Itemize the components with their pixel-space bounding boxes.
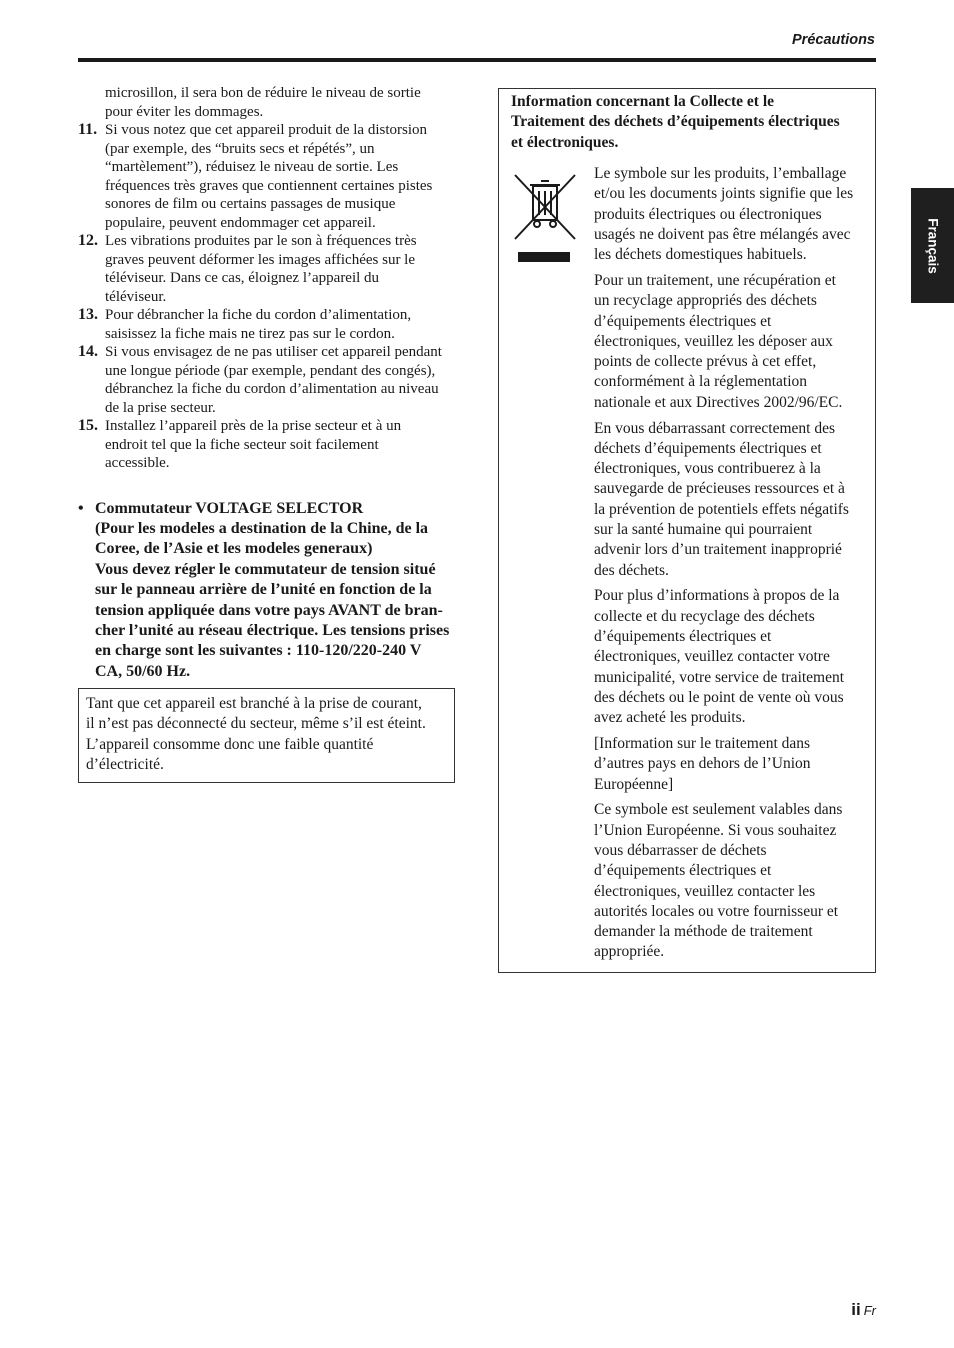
paragraph [594, 734, 869, 795]
list-item [78, 306, 458, 343]
text-line: l’Union Européenne. Si vous souhaitez [594, 821, 837, 839]
item-number: 14. [78, 343, 98, 360]
text-line: nationale et aux Directives 2002/96/EC. [594, 393, 843, 411]
list-item [78, 343, 458, 417]
text-line: Les vibrations produites par le son à fréquences très [105, 233, 417, 249]
text-line: d’autres pays en dehors de l’Union [594, 755, 811, 773]
text-line: tension appliquée dans votre pays AVANT de bran- [95, 601, 443, 619]
text-line: sonores de film ou certains passages de musique [105, 196, 396, 212]
text-line: Commutateur VOLTAGE SELECTOR [95, 499, 364, 517]
text-line: un recyclage appropriés des déchets [594, 292, 817, 310]
text-line: autorités locales ou votre fournisseur et [594, 902, 839, 920]
text-line: d’électricité. [86, 756, 164, 774]
text-line: une longue période (par exemple, pendant des congés), [105, 362, 436, 379]
text-line: Installez l’appareil près de la prise secteur et à un [105, 418, 402, 434]
text-line: pour éviter les dommages. [105, 103, 264, 120]
footer-language-code: Fr [863, 1303, 876, 1318]
standby-notice-text [86, 694, 447, 775]
text-line: des déchets ou le point de vente où vous [594, 688, 844, 706]
text-line: appropriée. [594, 943, 665, 961]
weee-information-box [498, 88, 876, 973]
page-number: ii [851, 1300, 861, 1319]
text-line: d’équipements électriques et [594, 312, 772, 330]
text-line: électroniques, veuillez les déposer aux [594, 332, 833, 350]
list-item [78, 232, 458, 306]
standby-notice-box [78, 688, 455, 783]
language-tab-label: Français [925, 217, 940, 274]
text-line: électroniques, veuillez contacter les [594, 882, 816, 900]
text-line: populaire, peuvent endommager cet appareil. [105, 214, 376, 231]
voltage-selector-text [95, 499, 458, 683]
text-line: Information concernant la Collecte et le [511, 93, 775, 110]
page-section-title: Précautions [792, 32, 875, 48]
text-line: sur la santé humaine qui pourraient [594, 521, 813, 539]
text-line: d’équipements électriques et [594, 862, 772, 880]
item-number: 12. [78, 232, 98, 249]
text-line: fréquences très graves que contiennent certaines pistes [105, 177, 433, 194]
item-number: 15. [78, 417, 98, 434]
text-line: Si vous notez que cet appareil produit de la distorsion [105, 122, 428, 138]
text-line: produits électriques ou électroniques [594, 205, 822, 223]
left-column [78, 84, 458, 783]
text-line: usagés ne doivent pas être mélangés avec [594, 225, 851, 243]
text-line: Pour débrancher la fiche du cordon d’alimentation, [105, 307, 412, 323]
text-line: la prévention de potentiels effets négatifs [594, 500, 849, 518]
right-column [498, 88, 876, 973]
paragraph [594, 419, 869, 581]
paragraph [594, 800, 869, 962]
text-line: électroniques, veuillez contacter votre [594, 648, 830, 666]
crossed-out-wheelie-bin-icon [513, 169, 577, 264]
text-line: en charge sont les suivantes : 110-120/220-240 V [95, 642, 422, 660]
paragraph [594, 271, 869, 413]
text-line: sauvegarde de précieuses ressources et à [594, 480, 845, 498]
text-line: sur le panneau arrière de l’unité en fonction de la [95, 581, 432, 599]
text-line: Coree, de l’Asie et les modeles generaux) [95, 540, 373, 558]
text-line: “martèlement”), réduisez le niveau de sortie. Les [105, 159, 399, 175]
text-line: demander la méthode de traitement [594, 923, 813, 941]
text-line: vous débarrasser de déchets [594, 842, 767, 859]
continued-item-text [78, 84, 458, 121]
text-line: déchets d’équipements électriques et [594, 439, 822, 457]
item-number: 11. [78, 121, 98, 138]
text-line: Si vous envisagez de ne pas utiliser cet appareil pendant [105, 344, 442, 360]
text-line: et électroniques. [511, 133, 619, 151]
text-line: Européenne] [594, 775, 674, 793]
list-item [78, 417, 458, 473]
text-line: Pour plus d’informations à propos de la [594, 587, 840, 605]
text-line: débranchez la fiche du cordon d’alimentation au niveau [105, 381, 439, 397]
list-item [78, 121, 458, 232]
text-line: Pour un traitement, une récupération et [594, 271, 836, 289]
text-line: (par exemple, des “bruits secs et répétés”, un [105, 140, 375, 157]
text-line: de la prise secteur. [105, 399, 216, 416]
text-line: municipalité, votre service de traitement [594, 668, 845, 686]
text-line: [Information sur le traitement dans [594, 735, 811, 753]
text-line: les déchets domestiques habituels. [594, 246, 807, 264]
text-line: Traitement des déchets d’équipements électriques [511, 113, 840, 131]
text-line: Vous devez régler le commutateur de tension situé [95, 560, 436, 578]
voltage-selector-bullet [78, 499, 458, 683]
precaution-list [78, 121, 458, 473]
text-line: collecte et du recyclage des déchets [594, 607, 815, 625]
page-footer [851, 1300, 876, 1320]
text-line: conformément à la réglementation [594, 373, 808, 391]
paragraph [594, 586, 869, 728]
text-line: électroniques, vous contribuerez à la [594, 460, 821, 478]
text-line: graves peuvent déformer les images affichées sur le [105, 251, 416, 268]
text-line: Le symbole sur les produits, l’emballage [594, 165, 847, 182]
text-line: Ce symbole est seulement valables dans [594, 801, 843, 819]
text-line: points de collecte prévus à cet effet, [594, 353, 817, 371]
text-line: Tant que cet appareil est branché à la prise de courant, [86, 695, 422, 713]
header-rule [78, 58, 876, 62]
text-line: endroit tel que la fiche secteur soit facilement [105, 436, 379, 453]
item-number: 13. [78, 306, 98, 323]
text-line: il n’est pas déconnecté du secteur, même s’il est éteint. [86, 715, 426, 733]
text-line: accessible. [105, 455, 170, 471]
text-line: et/ou les documents joints signifie que les [594, 185, 854, 203]
text-line: avez acheté les produits. [594, 709, 746, 727]
bullet-marker: • [78, 499, 84, 517]
paragraph [594, 164, 869, 265]
text-line: des déchets. [594, 561, 669, 579]
text-line: saisissez la fiche mais ne tirez pas sur le cordon. [105, 325, 395, 342]
text-line: d’équipements électriques et [594, 628, 772, 646]
text-line: téléviseur. Dans ce cas, éloignez l’appareil du [105, 270, 380, 286]
text-line: L’appareil consomme donc une faible quantité [86, 735, 374, 753]
text-line: (Pour les modeles a destination de la Chine, de la [95, 519, 429, 537]
text-line: cher l’unité au réseau électrique. Les tensions prises [95, 621, 450, 639]
text-line: En vous débarrassant correctement des [594, 419, 836, 437]
text-line: téléviseur. [105, 288, 167, 305]
text-line: CA, 50/60 Hz. [95, 662, 191, 680]
language-tab [911, 188, 954, 303]
text-line: microsillon, il sera bon de réduire le niveau de sortie [105, 85, 421, 101]
weee-body-text [594, 164, 869, 968]
weee-title [511, 92, 840, 153]
text-line: advenir lors d’un traitement inapproprié [594, 541, 842, 559]
